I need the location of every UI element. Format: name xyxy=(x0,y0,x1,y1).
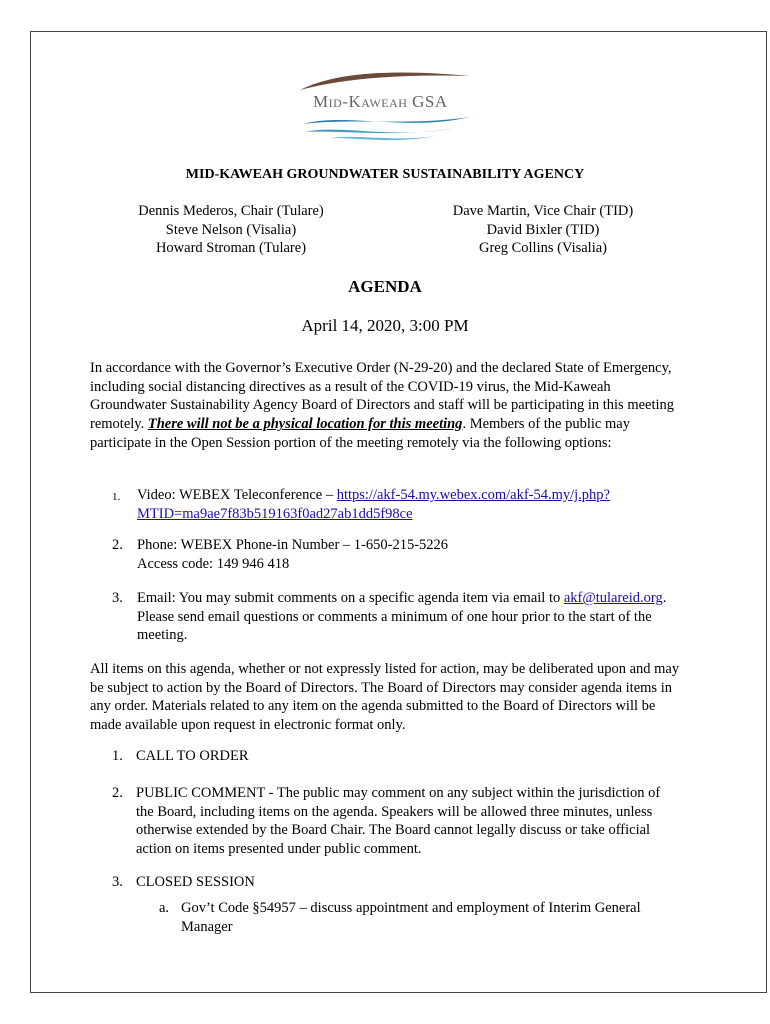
board-member: Greg Collins (Visalia) xyxy=(479,240,607,256)
agenda-item xyxy=(112,784,672,859)
intro-paragraph xyxy=(90,359,690,453)
option-number: 3. xyxy=(112,590,123,606)
email-option-text: Email: You may submit comments on a specific agenda item via email to xyxy=(137,590,564,606)
logo-blue-wave-2 xyxy=(305,128,455,133)
board-member: Howard Stroman (Tulare) xyxy=(155,240,307,256)
agenda-item-number: 1. xyxy=(112,748,123,764)
webex-link[interactable]: https://akf-54.my.webex.com/akf-54.my/j.php?MTID=ma9ae7f83b519163f0ad27ab1dd5f98ce xyxy=(137,487,610,522)
logo-blue-wave-3 xyxy=(330,136,435,140)
agency-name: MID-KAWEAH GROUNDWATER SUSTAINABILITY AGENCY xyxy=(185,167,585,182)
board-member: Steve Nelson (Visalia) xyxy=(165,221,297,238)
agenda-item-number: 2. xyxy=(112,785,123,801)
logo-brown-swoosh xyxy=(300,73,470,90)
email-option-text-after: . Please send email questions or comments a minimum of one hour prior to the start of the meeting. xyxy=(137,590,667,644)
agenda-title: AGENDA xyxy=(348,277,422,296)
option-number: 1. xyxy=(112,491,121,503)
items-paragraph: All items on this agenda, whether or not expressly listed for action, may be deliberated upon and may be subject to action by the Board of Directors. The Board of Directors may consider agenda items in any order. Materials related to any item on the agenda submitted to the Board of Directors will be made available upon request in electronic format only. xyxy=(90,661,680,734)
board-members-right xyxy=(437,202,649,258)
agenda-sub-item xyxy=(159,899,679,936)
sub-item-text: Gov’t Code §54957 – discuss appointment and employment of Interim General Manager xyxy=(181,900,641,935)
no-physical-location-notice: There will not be a physical location for this meeting xyxy=(147,416,463,433)
agenda-item xyxy=(112,747,672,766)
phone-number-line: Phone: WEBEX Phone-in Number – 1-650-215-5226 xyxy=(137,537,449,553)
option-email xyxy=(112,589,672,645)
agenda-item-number: 3. xyxy=(112,874,123,890)
agenda-item xyxy=(112,873,672,892)
board-member: David Bixler (TID) xyxy=(486,221,600,238)
option-label: Video: WEBEX Teleconference – xyxy=(137,487,337,503)
logo-text: Mid-Kaweah GSA xyxy=(313,92,448,111)
intro-text-after: . Members of the public may participate in the Open Session portion of the meeting remotely via the following options: xyxy=(90,416,630,451)
email-link[interactable]: akf@tulareid.org xyxy=(563,590,663,606)
board-member: Dennis Mederos, Chair (Tulare) xyxy=(138,203,324,219)
board-members-left xyxy=(118,202,344,258)
option-phone xyxy=(112,536,672,573)
agenda-item-text: CLOSED SESSION xyxy=(136,874,255,890)
access-code-line: Access code: 149 946 418 xyxy=(137,555,290,572)
option-video xyxy=(112,486,672,523)
logo-blue-wave-1 xyxy=(303,117,470,124)
intro-text: In accordance with the Governor’s Executive Order (N-29-20) and the declared State of Emergency, including social distancing directives as a result of the COVID-19 virus, the Mid-Kaweah Groundwater Sustainability Agency Board of Directors and staff will be participating in this meeting remotely. xyxy=(90,360,675,433)
board-member: Dave Martin, Vice Chair (TID) xyxy=(452,203,634,219)
meeting-date: April 14, 2020, 3:00 PM xyxy=(301,316,469,335)
agenda-item-text: PUBLIC COMMENT - The public may comment on any subject within the jurisdiction of the Board, including items on the agenda. Speakers will be allowed three minutes, unless otherwise extended by the Board Chair. The Board cannot legally discuss or take official action on items presented under public comment. xyxy=(136,785,661,858)
agenda-item-text: CALL TO ORDER xyxy=(136,748,249,764)
sub-item-letter: a. xyxy=(159,900,170,916)
option-number: 2. xyxy=(112,537,123,553)
